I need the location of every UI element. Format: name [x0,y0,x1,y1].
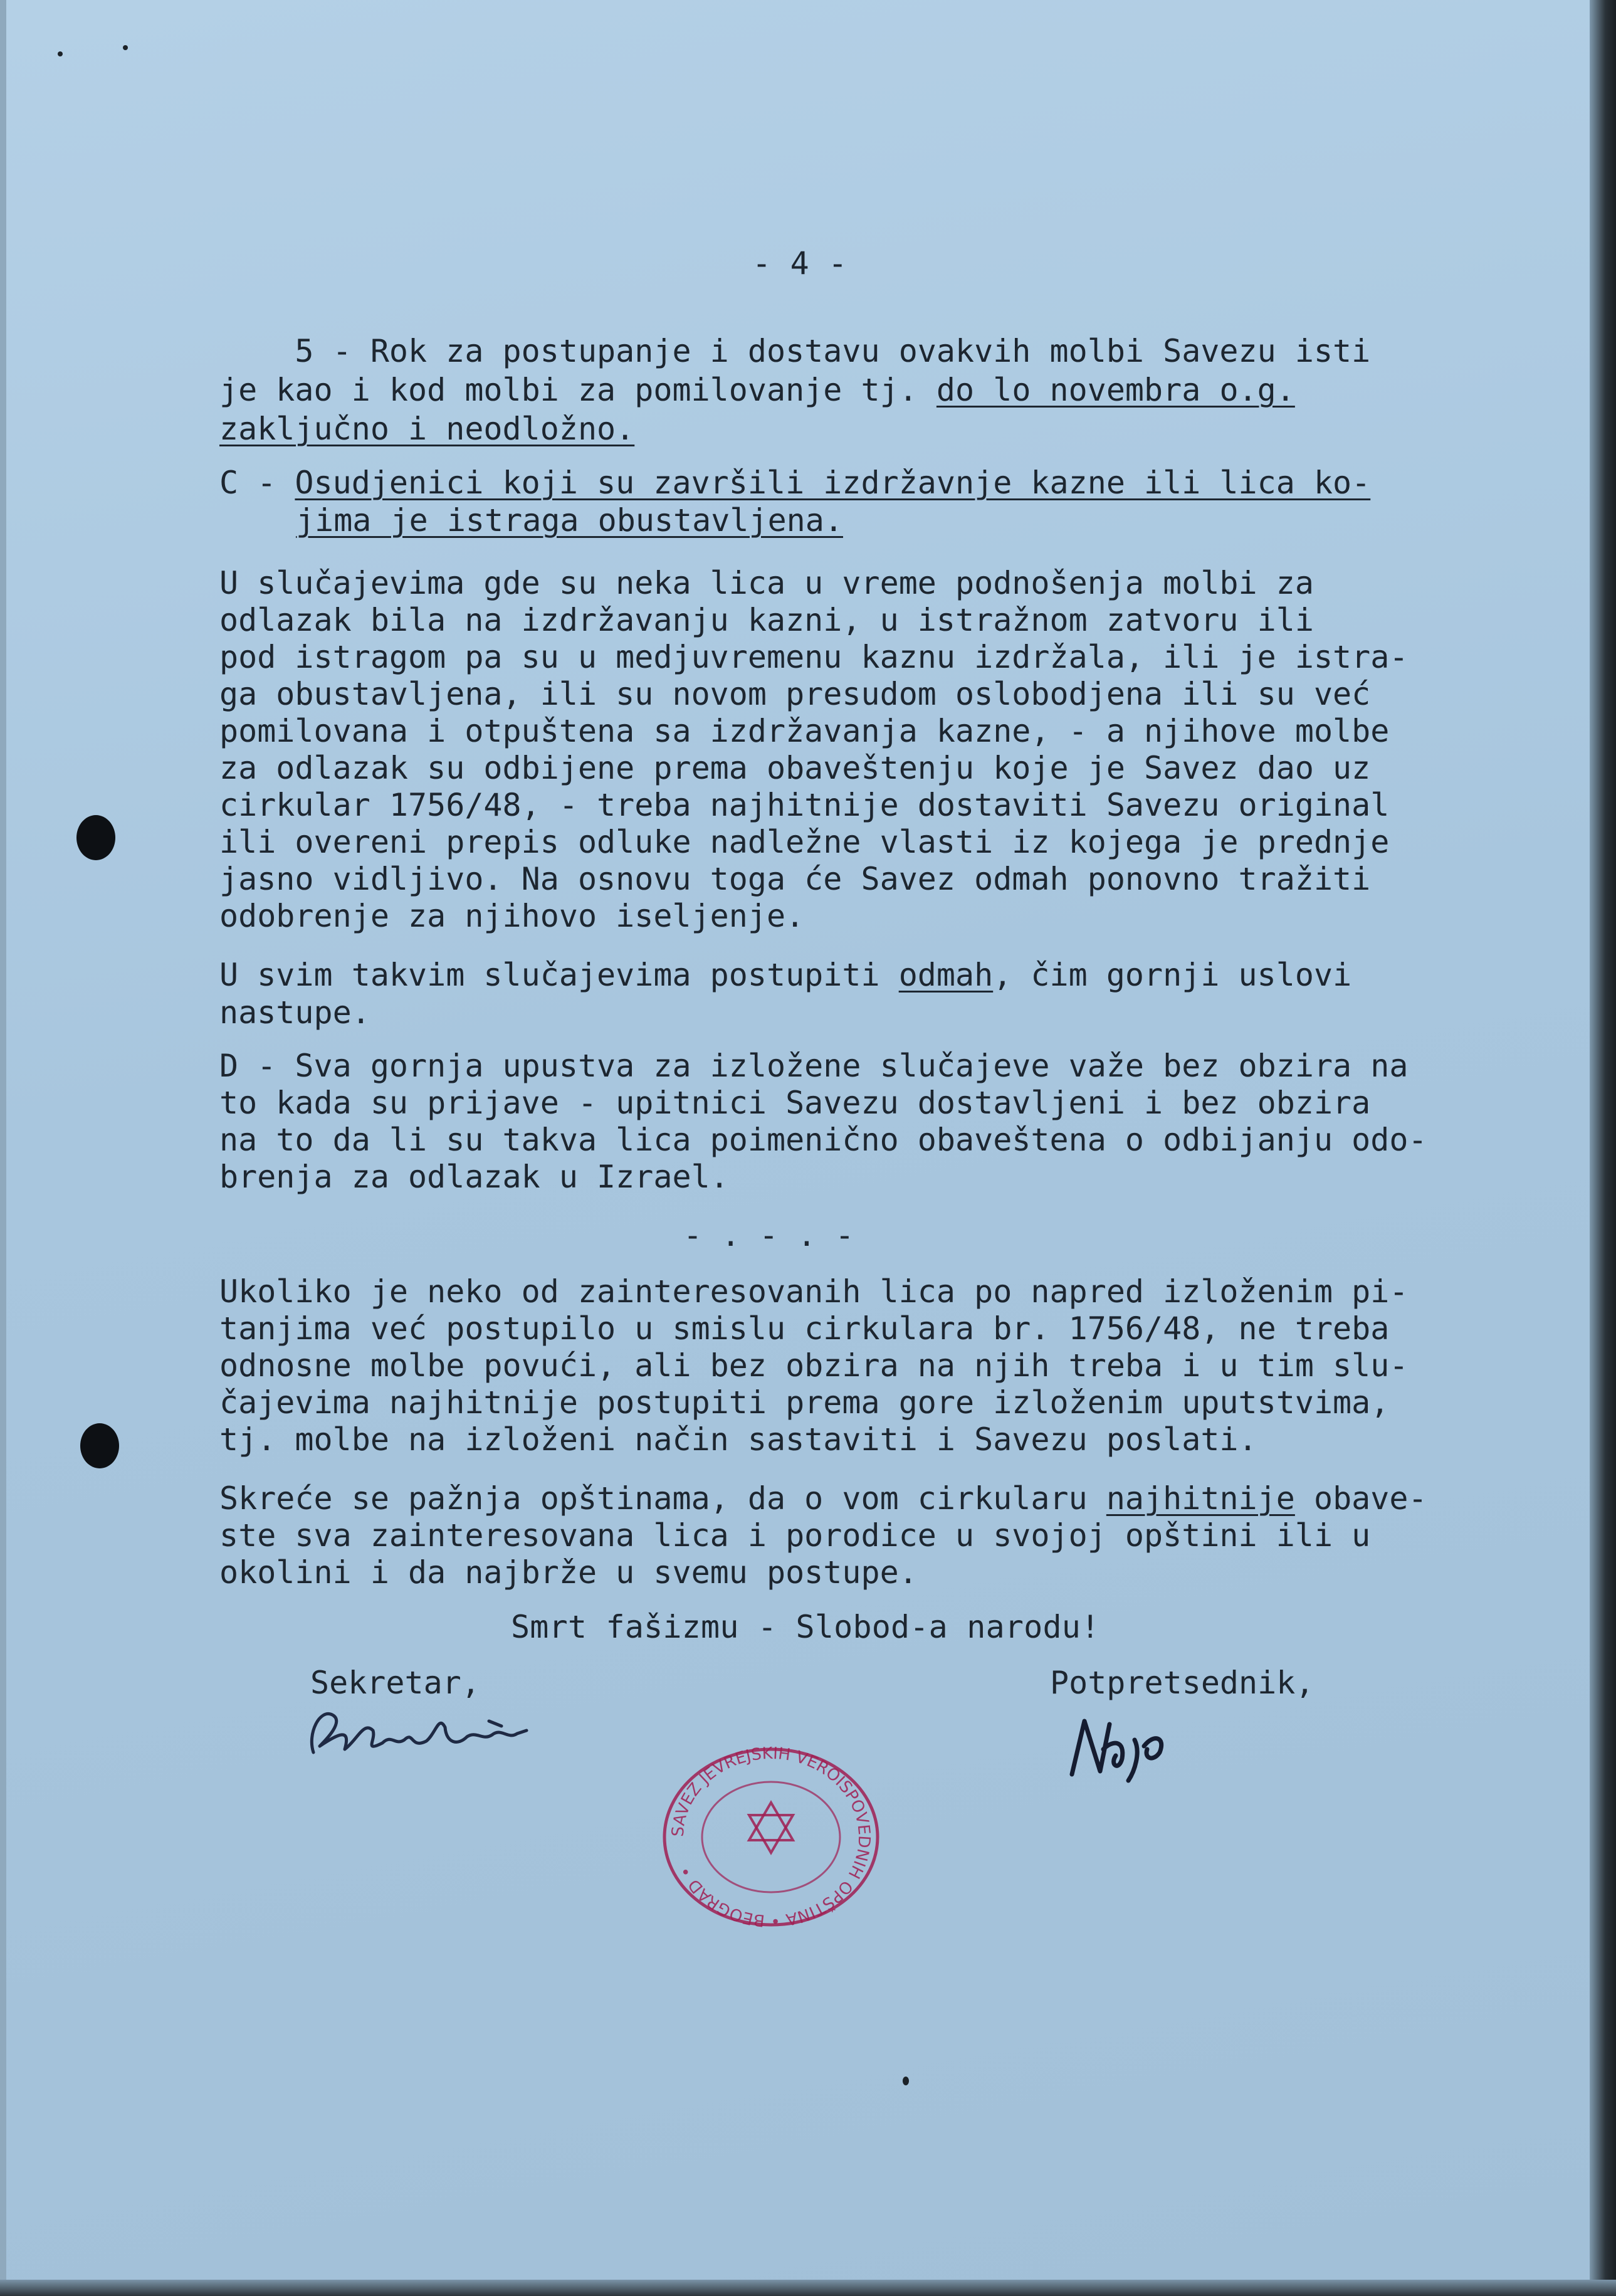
text-line: D - Sva gornja upustva za izložene slučajeve važe bez obzira na [219,1048,1409,1084]
text-line: čajevima najhitnije postupiti prema gore izloženim uputstvima, [219,1384,1390,1421]
text-line: cirkular 1756/48, - treba najhitnije dostaviti Savezu original [219,787,1390,823]
secretary-title: Sekretar, [310,1665,480,1701]
text-line: odnosne molbe povući, ali bez obzira na njih treba i u tim slu- [219,1347,1409,1384]
text-line: U slučajevima gde su neka lica u vreme podnošenja molbi za [219,565,1314,601]
text-line-underlined: zaključno i neodložno. [219,411,635,447]
item-label: C - [219,465,295,501]
organization-stamp [652,1743,890,1931]
text-fragment: U svim takvim slučajevima postupiti [219,957,899,993]
scan-left-edge [0,0,6,2296]
closing-salutation: Smrt fašizmu - Slobod-a narodu! [511,1609,1100,1645]
text-line: pod istragom pa su u medjuvremenu kaznu izdržala, ili je istra- [219,639,1409,675]
item-c-heading-cont: jima je istraga obustavljena. [296,502,843,539]
scan-right-edge [1590,0,1616,2296]
text-line [219,371,1295,409]
scan-bottom-edge [0,2280,1616,2296]
text-line: pomilovana i otpuštena sa izdržavanja kazne, - a njihove molbe [219,713,1390,749]
text-fragment: je kao i kod molbi za pomilovanje tj. [219,372,937,408]
star-of-david-icon [749,1803,793,1840]
text-fragment: , čim gornji uslovi [993,957,1352,993]
star-of-david-icon [749,1815,793,1853]
text-line: tanjima već postupilo u smislu cirkulara br. 1756/48, ne treba [219,1310,1390,1347]
text-fragment: obave- [1294,1480,1427,1517]
scan-speck [58,51,63,56]
text-line: ga obustavljena, ili su novom presudom oslobodjena ili su već [219,676,1371,712]
text-fragment: Skreće se pažnja opštinama, da o vom cirkularu [219,1480,1106,1517]
text-line: tj. molbe na izloženi način sastaviti i Savezu poslati. [219,1421,1257,1458]
text-line: brenja za odlazak u Izrael. [219,1159,729,1195]
text-line: nastupe. [219,994,370,1031]
section-separator: - . - . - [683,1217,854,1253]
vice-president-title: Potpretsednik, [1050,1665,1314,1701]
item-c-heading: Osudjenici koji su završili izdržavnje kazne ili lica ko- [295,465,1371,501]
text-line: to kada su prijave - upitnici Savezu dostavljeni i bez obzira [219,1085,1371,1121]
page-number: - 4 - [752,245,847,282]
text-line [219,464,1370,502]
text-line: 5 - Rok za postupanje i dostavu ovakvih molbi Savezu isti [219,333,1371,369]
text-line: ili overeni prepis odluke nadležne vlasti iz kojega je prednje [219,824,1390,860]
punch-hole-icon [76,815,115,860]
text-line: ste sva zainteresovana lica i porodice u svojoj opštini ili u [219,1517,1371,1554]
deadline-underlined: do lo novembra o.g. [936,372,1295,408]
punch-hole-icon [80,1423,119,1468]
text-line: Ukoliko je neko od zainteresovanih lica po napred izloženim pi- [219,1273,1409,1310]
text-underlined: odmah [898,957,994,993]
secretary-signature [301,1696,552,1765]
scan-speck [903,2077,909,2085]
text-line [219,956,1351,994]
text-line: okolini i da najbrže u svemu postupe. [219,1554,918,1591]
vice-president-signature [1066,1702,1191,1784]
text-line: odlazak bila na izdržavanju kazni, u istražnom zatvoru ili [219,602,1314,638]
stamp-text: SAVEZ JEVREJSKIH VEROISPOVEDNIH OPŠTINA • BEOGRAD • [668,1744,874,1930]
text-line: na to da li su takva lica poimenično obaveštena o odbijanju odo- [219,1122,1427,1158]
text-line: jasno vidljivo. Na osnovu toga će Savez odmah ponovno tražiti [219,861,1371,897]
text-line [219,1480,1427,1517]
text-underlined: najhitnije [1106,1480,1295,1517]
scan-speck [123,45,128,50]
text-line: za odlazak su odbijene prema obaveštenju koje je Savez dao uz [219,750,1371,786]
text-line: odobrenje za njihovo iseljenje. [219,898,805,934]
